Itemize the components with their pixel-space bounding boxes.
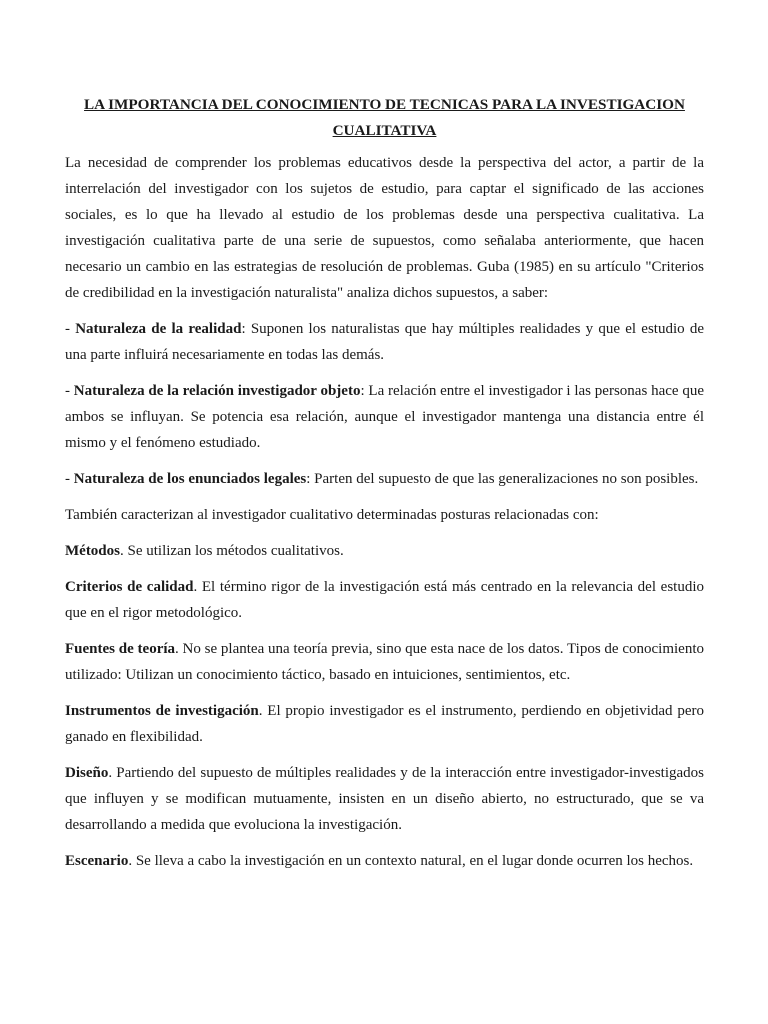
posture-paragraph (65, 760, 704, 838)
posture-paragraph (65, 636, 704, 688)
posture-paragraph (65, 698, 704, 750)
intro-paragraph: La necesidad de comprender los problemas educativos desde la perspectiva del actor, a partir de la interrelación del investigador con los sujetos de estudio, para captar el significado de las acciones sociales, es lo que ha llevado al estudio de los problemas desde una perspectiva cualitativa. La investigación cualitativa parte de una serie de supuestos, como señalaba anteriormente, que hacen necesario un cambio en las estrategias de resolución de problemas. Guba (1985) en su artículo "Criterios de credibilidad en la investigación naturalista" analiza dichos supuestos, a saber: (65, 155, 704, 301)
posture-label: Fuentes de teoría (65, 641, 176, 657)
assumption-label: Naturaleza de la realidad (75, 321, 242, 337)
postures-intro-paragraph: También caracterizan al investigador cualitativo determinadas posturas relacionadas con: (65, 507, 599, 523)
assumption-paragraph (65, 466, 704, 492)
posture-label: Métodos (65, 543, 120, 559)
assumption-bullet: - (65, 383, 74, 399)
assumption-bullet: - (65, 321, 76, 337)
posture-paragraph (65, 848, 704, 874)
assumption-label: Naturaleza de los enunciados legales (73, 471, 307, 487)
assumption-text: : Parten del supuesto de que las generalizaciones no son posibles. (306, 471, 699, 487)
assumption-text: : Suponen los naturalistas que hay múltiples realidades y que el estudio de una parte influirá necesariamente en todas las demás. (65, 321, 704, 363)
assumption-text: : La relación entre el investigador i las personas hace que ambos se influyan. Se potencia esa relación, aunque el investigador mantenga una distancia entre él mismo y el fenómeno estudiado. (65, 383, 704, 451)
posture-text: . Partiendo del supuesto de múltiples realidades y de la interacción entre investigador-investigados que influyen y se modifican mutuamente, insisten en un diseño abierto, no estructurado, que se va desarrollando a medida que evoluciona la investigación. (65, 765, 704, 833)
posture-label: Escenario (65, 853, 129, 869)
posture-text: . No se plantea una teoría previa, sino que esta nace de los datos. Tipos de conocimiento utilizado: Utilizan un conocimiento táctico, basado en intuiciones, sentimientos, etc. (65, 641, 704, 683)
posture-text: . El término rigor de la investigación está más centrado en la relevancia del estudio que en el rigor metodológico. (65, 579, 704, 621)
assumption-bullet: - (65, 471, 74, 487)
posture-paragraph (65, 538, 704, 564)
posture-text: . El propio investigador es el instrumento, perdiendo en objetividad pero ganado en flexibilidad. (65, 703, 704, 745)
assumption-label: Naturaleza de la relación investigador objeto (73, 383, 361, 399)
assumption-paragraph (65, 378, 704, 456)
posture-label: Diseño (65, 765, 109, 781)
posture-paragraph (65, 574, 704, 626)
posture-label: Instrumentos de investigación (65, 703, 259, 719)
posture-text: . Se utilizan los métodos cualitativos. (120, 543, 344, 559)
posture-label: Criterios de calidad (65, 579, 194, 595)
assumption-paragraph (65, 316, 704, 368)
document-title: LA IMPORTANCIA DEL CONOCIMIENTO DE TECNICAS PARA LA INVESTIGACION CUALITATIVA (84, 96, 685, 139)
posture-text: . Se lleva a cabo la investigación en un contexto natural, en el lugar donde ocurren los hechos. (128, 853, 694, 869)
